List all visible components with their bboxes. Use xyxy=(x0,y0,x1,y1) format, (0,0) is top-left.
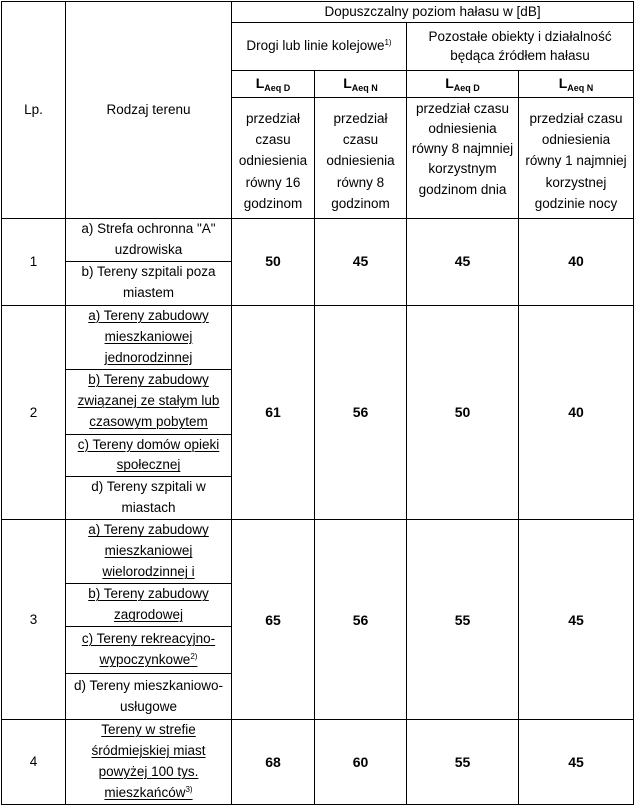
value-cell: 68 xyxy=(232,720,315,805)
value-cell: 45 xyxy=(519,720,634,805)
lp-header: Lp. xyxy=(2,2,66,219)
teren-item: a) Strefa ochronna "A" uzdrowiska xyxy=(66,218,232,261)
pozostale-header: Pozostałe obiekty i działalność będąca źródłem hałasu xyxy=(407,22,634,70)
laeq-n-label: $L_{Aeq N}$ xyxy=(315,70,407,97)
teren-item-label: c) Tereny rekreacyjno-wypoczynkowe xyxy=(81,631,216,668)
teren-item: a) Tereny zabudowy mieszkaniowej jednorodzinnej xyxy=(66,305,232,369)
teren-item-label: Tereny w strefie śródmiejskiej miast powyżej 100 tys. mieszkańców xyxy=(91,722,206,800)
footnote-2: 2) xyxy=(190,652,198,662)
dopuszczalny-poziom-header: Dopuszczalny poziom hałasu w [dB] xyxy=(232,2,634,23)
footnote-3: 3) xyxy=(185,784,193,794)
laeq-d-label: $L_{Aeq D}$ xyxy=(232,70,315,97)
value-cell: 61 xyxy=(232,305,315,520)
teren-item: a) Tereny zabudowy mieszkaniowej wielorodzinnej i xyxy=(66,520,232,584)
przedzial-8-dnia-cell: przedział czasu odniesienia równy 8 najmniej korzystnym godzinom dnia xyxy=(407,97,519,218)
przedzial-16-cell: przedział czasu odniesienia równy 16 godzinom xyxy=(232,97,315,218)
laeq-n-label: $L_{Aeq N}$ xyxy=(519,70,634,97)
rodzaj-terenu-header: Rodzaj terenu xyxy=(66,2,232,219)
lp-cell: 2 xyxy=(2,305,66,520)
value-cell: 45 xyxy=(407,218,519,305)
teren-item xyxy=(66,720,232,805)
teren-item: c) Tereny domów opieki społecznej xyxy=(66,434,232,477)
value-cell: 55 xyxy=(407,520,519,720)
drogi-header xyxy=(232,22,407,70)
value-cell: 50 xyxy=(407,305,519,520)
footnote-1: 1) xyxy=(384,38,392,48)
teren-item xyxy=(66,627,232,674)
lp-cell: 4 xyxy=(2,720,66,805)
teren-item: d) Tereny szpitali w miastach xyxy=(66,477,232,520)
teren-item: b) Tereny zabudowy zagrodowej xyxy=(66,584,232,627)
przedzial-1-nocy-cell: przedział czasu odniesienia równy 1 najmniej korzystnej godzinie nocy xyxy=(519,97,634,218)
value-cell: 40 xyxy=(519,305,634,520)
lp-cell: 3 xyxy=(2,520,66,720)
value-cell: 45 xyxy=(315,218,407,305)
value-cell: 60 xyxy=(315,720,407,805)
teren-item: b) Tereny zabudowy związanej ze stałym lub czasowym pobytem xyxy=(66,369,232,434)
teren-item: b) Tereny szpitali poza miastem xyxy=(66,261,232,305)
value-cell: 45 xyxy=(519,520,634,720)
lp-cell: 1 xyxy=(2,218,66,305)
noise-limits-table xyxy=(1,1,634,805)
value-cell: 50 xyxy=(232,218,315,305)
teren-item: d) Tereny mieszkaniowo-usługowe xyxy=(66,674,232,720)
value-cell: 40 xyxy=(519,218,634,305)
drogi-label: Drogi lub linie kolejowe xyxy=(246,38,385,54)
value-cell: 65 xyxy=(232,520,315,720)
value-cell: 56 xyxy=(315,305,407,520)
laeq-d-label: $L_{Aeq D}$ xyxy=(407,70,519,97)
przedzial-8-cell: przedział czasu odniesienia równy 8 godzinom xyxy=(315,97,407,218)
value-cell: 56 xyxy=(315,520,407,720)
value-cell: 55 xyxy=(407,720,519,805)
